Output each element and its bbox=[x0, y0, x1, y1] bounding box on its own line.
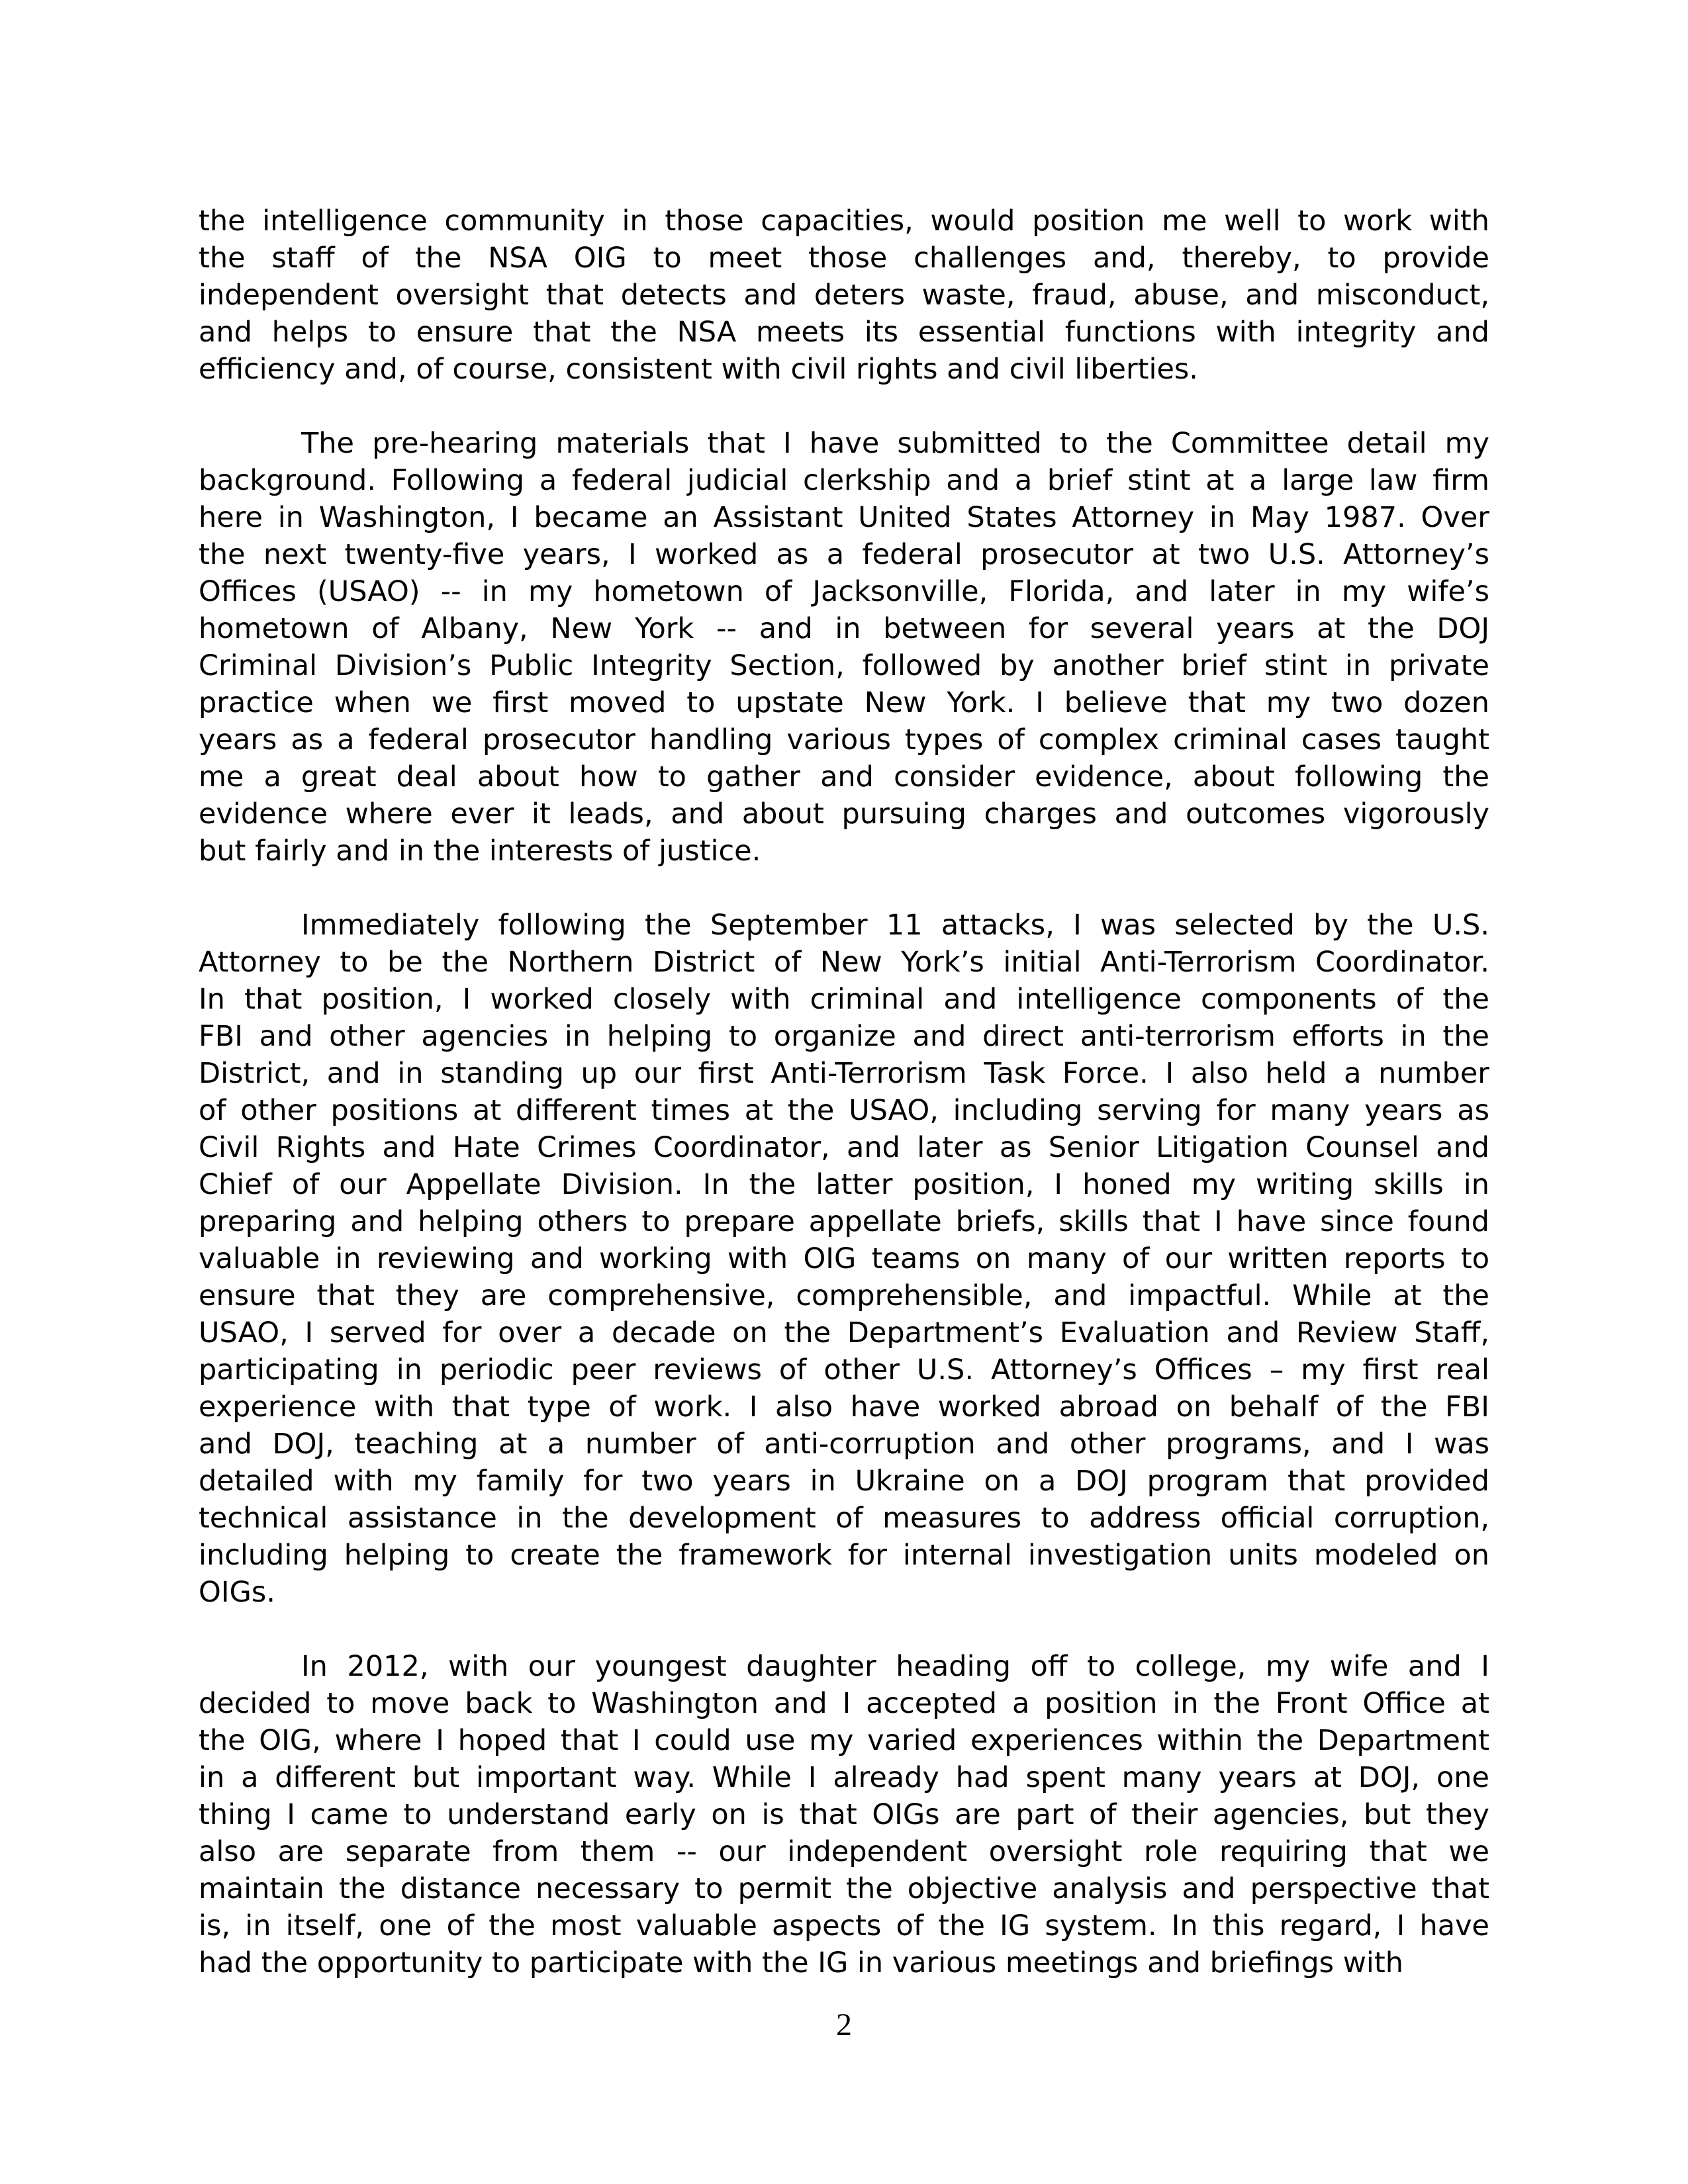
text-line: OIGs. bbox=[199, 1576, 275, 1609]
text-line: Criminal Division’s Public Integrity Section, followed by another brief stint in private bbox=[199, 649, 1489, 682]
paragraph bbox=[199, 907, 1489, 1611]
text-line: of other positions at different times at the USAO, including serving for many years as bbox=[199, 1094, 1489, 1127]
text-line: but fairly and in the interests of justice. bbox=[199, 835, 761, 868]
text-line: and DOJ, teaching at a number of anti-corruption and other programs, and I was bbox=[199, 1428, 1489, 1461]
text-line: and helps to ensure that the NSA meets its essential functions with integrity and bbox=[199, 316, 1489, 349]
text-line: the intelligence community in those capacities, would position me well to work with bbox=[199, 205, 1489, 238]
text-line: had the opportunity to participate with the IG in various meetings and briefings with bbox=[199, 1946, 1403, 1979]
text-line: Chief of our Appellate Division. In the latter position, I honed my writing skills in bbox=[199, 1168, 1489, 1201]
paragraph bbox=[199, 425, 1489, 870]
text-line: technical assistance in the development of measures to address official corruption, bbox=[199, 1502, 1489, 1535]
text-line: evidence where ever it leads, and about pursuing charges and outcomes vigorously bbox=[199, 797, 1489, 831]
document-body bbox=[199, 203, 1489, 1981]
text-line: years as a federal prosecutor handling various types of complex criminal cases taught bbox=[199, 723, 1489, 756]
text-line: USAO, I served for over a decade on the Department’s Evaluation and Review Staff, bbox=[199, 1316, 1489, 1349]
text-line: Civil Rights and Hate Crimes Coordinator, and later as Senior Litigation Counsel and bbox=[199, 1131, 1489, 1164]
text-line: is, in itself, one of the most valuable aspects of the IG system. In this regard, I have bbox=[199, 1909, 1489, 1942]
text-line: hometown of Albany, New York -- and in between for several years at the DOJ bbox=[199, 612, 1489, 645]
text-line: experience with that type of work. I also have worked abroad on behalf of the FBI bbox=[199, 1390, 1489, 1424]
text-line: maintain the distance necessary to permit the objective analysis and perspective that bbox=[199, 1872, 1489, 1905]
text-line: FBI and other agencies in helping to organize and direct anti-terrorism efforts in the bbox=[199, 1020, 1489, 1053]
text-line: Offices (USAO) -- in my hometown of Jacksonville, Florida, and later in my wife’s bbox=[199, 575, 1489, 608]
paragraph bbox=[199, 203, 1489, 388]
text-line: The pre-hearing materials that I have submitted to the Committee detail my bbox=[301, 427, 1489, 460]
text-line: Immediately following the September 11 attacks, I was selected by the U.S. bbox=[301, 909, 1489, 942]
text-line: preparing and helping others to prepare appellate briefs, skills that I have since found bbox=[199, 1205, 1489, 1238]
text-line: in a different but important way. While I already had spent many years at DOJ, one bbox=[199, 1761, 1489, 1794]
text-line: the OIG, where I hoped that I could use my varied experiences within the Department bbox=[199, 1724, 1489, 1757]
paragraph bbox=[199, 1648, 1489, 1981]
text-line: efficiency and, of course, consistent with civil rights and civil liberties. bbox=[199, 353, 1198, 386]
text-line: here in Washington, I became an Assistant United States Attorney in May 1987. Over bbox=[199, 501, 1489, 534]
text-line: independent oversight that detects and deters waste, fraud, abuse, and misconduct, bbox=[199, 279, 1489, 312]
text-line: the staff of the NSA OIG to meet those challenges and, thereby, to provide bbox=[199, 242, 1489, 275]
text-line: ensure that they are comprehensive, comprehensible, and impactful. While at the bbox=[199, 1279, 1489, 1312]
text-line: practice when we first moved to upstate New York. I believe that my two dozen bbox=[199, 686, 1489, 719]
page-number: 2 bbox=[836, 2007, 852, 2042]
text-line: the next twenty-five years, I worked as a federal prosecutor at two U.S. Attorney’s bbox=[199, 538, 1489, 571]
text-line: including helping to create the framework for internal investigation units modeled on bbox=[199, 1539, 1489, 1572]
text-line: decided to move back to Washington and I accepted a position in the Front Office at bbox=[199, 1687, 1489, 1720]
text-line: Attorney to be the Northern District of New York’s initial Anti-Terrorism Coordinator. bbox=[199, 946, 1489, 979]
text-line: In that position, I worked closely with criminal and intelligence components of the bbox=[199, 983, 1489, 1016]
text-line: In 2012, with our youngest daughter heading off to college, my wife and I bbox=[301, 1650, 1489, 1683]
text-line: detailed with my family for two years in Ukraine on a DOJ program that provided bbox=[199, 1465, 1489, 1498]
text-line: District, and in standing up our first Anti-Terrorism Task Force. I also held a number bbox=[199, 1057, 1489, 1090]
text-line: valuable in reviewing and working with OIG teams on many of our written reports to bbox=[199, 1242, 1489, 1275]
text-line: background. Following a federal judicial clerkship and a brief stint at a large law firm bbox=[199, 464, 1489, 497]
text-line: me a great deal about how to gather and consider evidence, about following the bbox=[199, 760, 1489, 794]
text-line: also are separate from them -- our independent oversight role requiring that we bbox=[199, 1835, 1489, 1868]
text-line: thing I came to understand early on is that OIGs are part of their agencies, but they bbox=[199, 1798, 1489, 1831]
text-line: participating in periodic peer reviews of other U.S. Attorney’s Offices – my first real bbox=[199, 1353, 1489, 1387]
